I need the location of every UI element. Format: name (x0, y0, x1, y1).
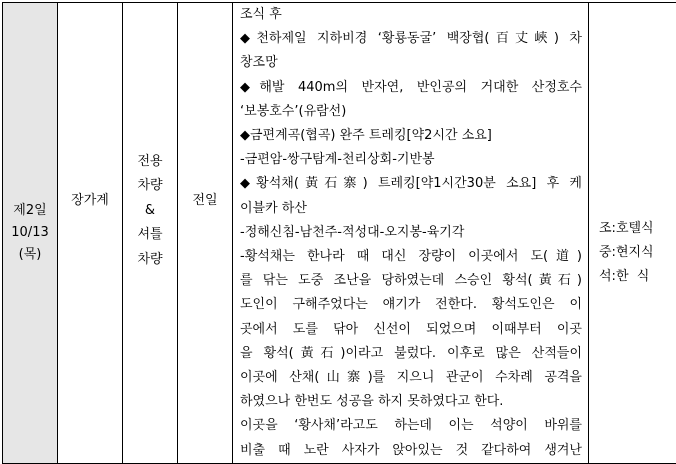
detail-line: 도인이 구해주었다는 얘기가 전한다. 황석도인은 이 (240, 293, 582, 317)
meal-dinner: 석:한 식 (599, 265, 676, 289)
meals-cell (589, 3, 676, 464)
transport-line: 차량 (123, 248, 177, 273)
transport-line: 차량 (123, 174, 177, 199)
detail-line: 를 닦는 도중 조난을 당하였는데 스승인 황석(黃石) (240, 269, 582, 293)
meal-breakfast: 조:호텔식 (599, 217, 676, 241)
detail-line: ◆해발 440m의 반자연, 반인공의 거대한 산정호수 (240, 76, 582, 100)
day-date: 10/13 (3, 222, 57, 244)
day-cell (3, 3, 58, 464)
detail-line: ◆황석채(黃石寨) 트레킹[약1시간30분 소요] 후 케 (240, 172, 582, 196)
detail-line: 창조망 (240, 51, 582, 75)
day-label: 제2일 (3, 200, 57, 222)
detail-line: 비출 때 노란 사자가 앉아있는 것 같다하여 생겨난 (240, 439, 582, 463)
detail-line: -금편암-쌍구탐계-천리상회-기반봉 (240, 148, 582, 172)
time-cell (178, 3, 233, 464)
detail-line: 을 황석(黃石)이라고 불렀다. 이후로 많은 산적들이 (240, 342, 582, 366)
detail-line: 이블카 하산 (240, 197, 582, 221)
transport-cell (123, 3, 178, 464)
transport-line: & (123, 199, 177, 224)
place-cell (58, 3, 123, 464)
day-weekday: (목) (3, 244, 57, 266)
detail-line: 조식 후 (240, 3, 582, 27)
itinerary-details-cell (233, 3, 589, 464)
transport-line: 전용 (123, 150, 177, 175)
detail-line: -황석채는 한나라 때 대신 장량이 이곳에서 도(道) (240, 245, 582, 269)
transport-line: 셔틀 (123, 223, 177, 248)
detail-line: ◆천하제일 지하비경 ‘황룡동굴’ 백장협(百丈峽) 차 (240, 27, 582, 51)
detail-line: 곳에서 도를 닦아 신선이 되었으며 이때부터 이곳 (240, 318, 582, 342)
detail-line: ◆금편계곡(협곡) 완주 트레킹[약2시간 소요] (240, 124, 582, 148)
detail-line: -정해신침-남천주-적성대-오지봉-육기각 (240, 221, 582, 245)
detail-line: ‘보봉호수’(유람선) (240, 100, 582, 124)
itinerary-table (2, 2, 676, 464)
time-label: 전일 (178, 189, 232, 213)
detail-line: 이곳을 ‘황사채’라고도 하는데 이는 석양이 바위를 (240, 414, 582, 438)
table-row (3, 3, 676, 464)
detail-line: 이곳에 산채(山寨)를 지으니 관군이 수차례 공격을 (240, 366, 582, 390)
place-label: 장가계 (58, 189, 122, 213)
detail-line: 하였으나 한번도 성공을 하지 못하였다고 한다. (240, 390, 582, 414)
meal-lunch: 중:현지식 (599, 241, 676, 265)
